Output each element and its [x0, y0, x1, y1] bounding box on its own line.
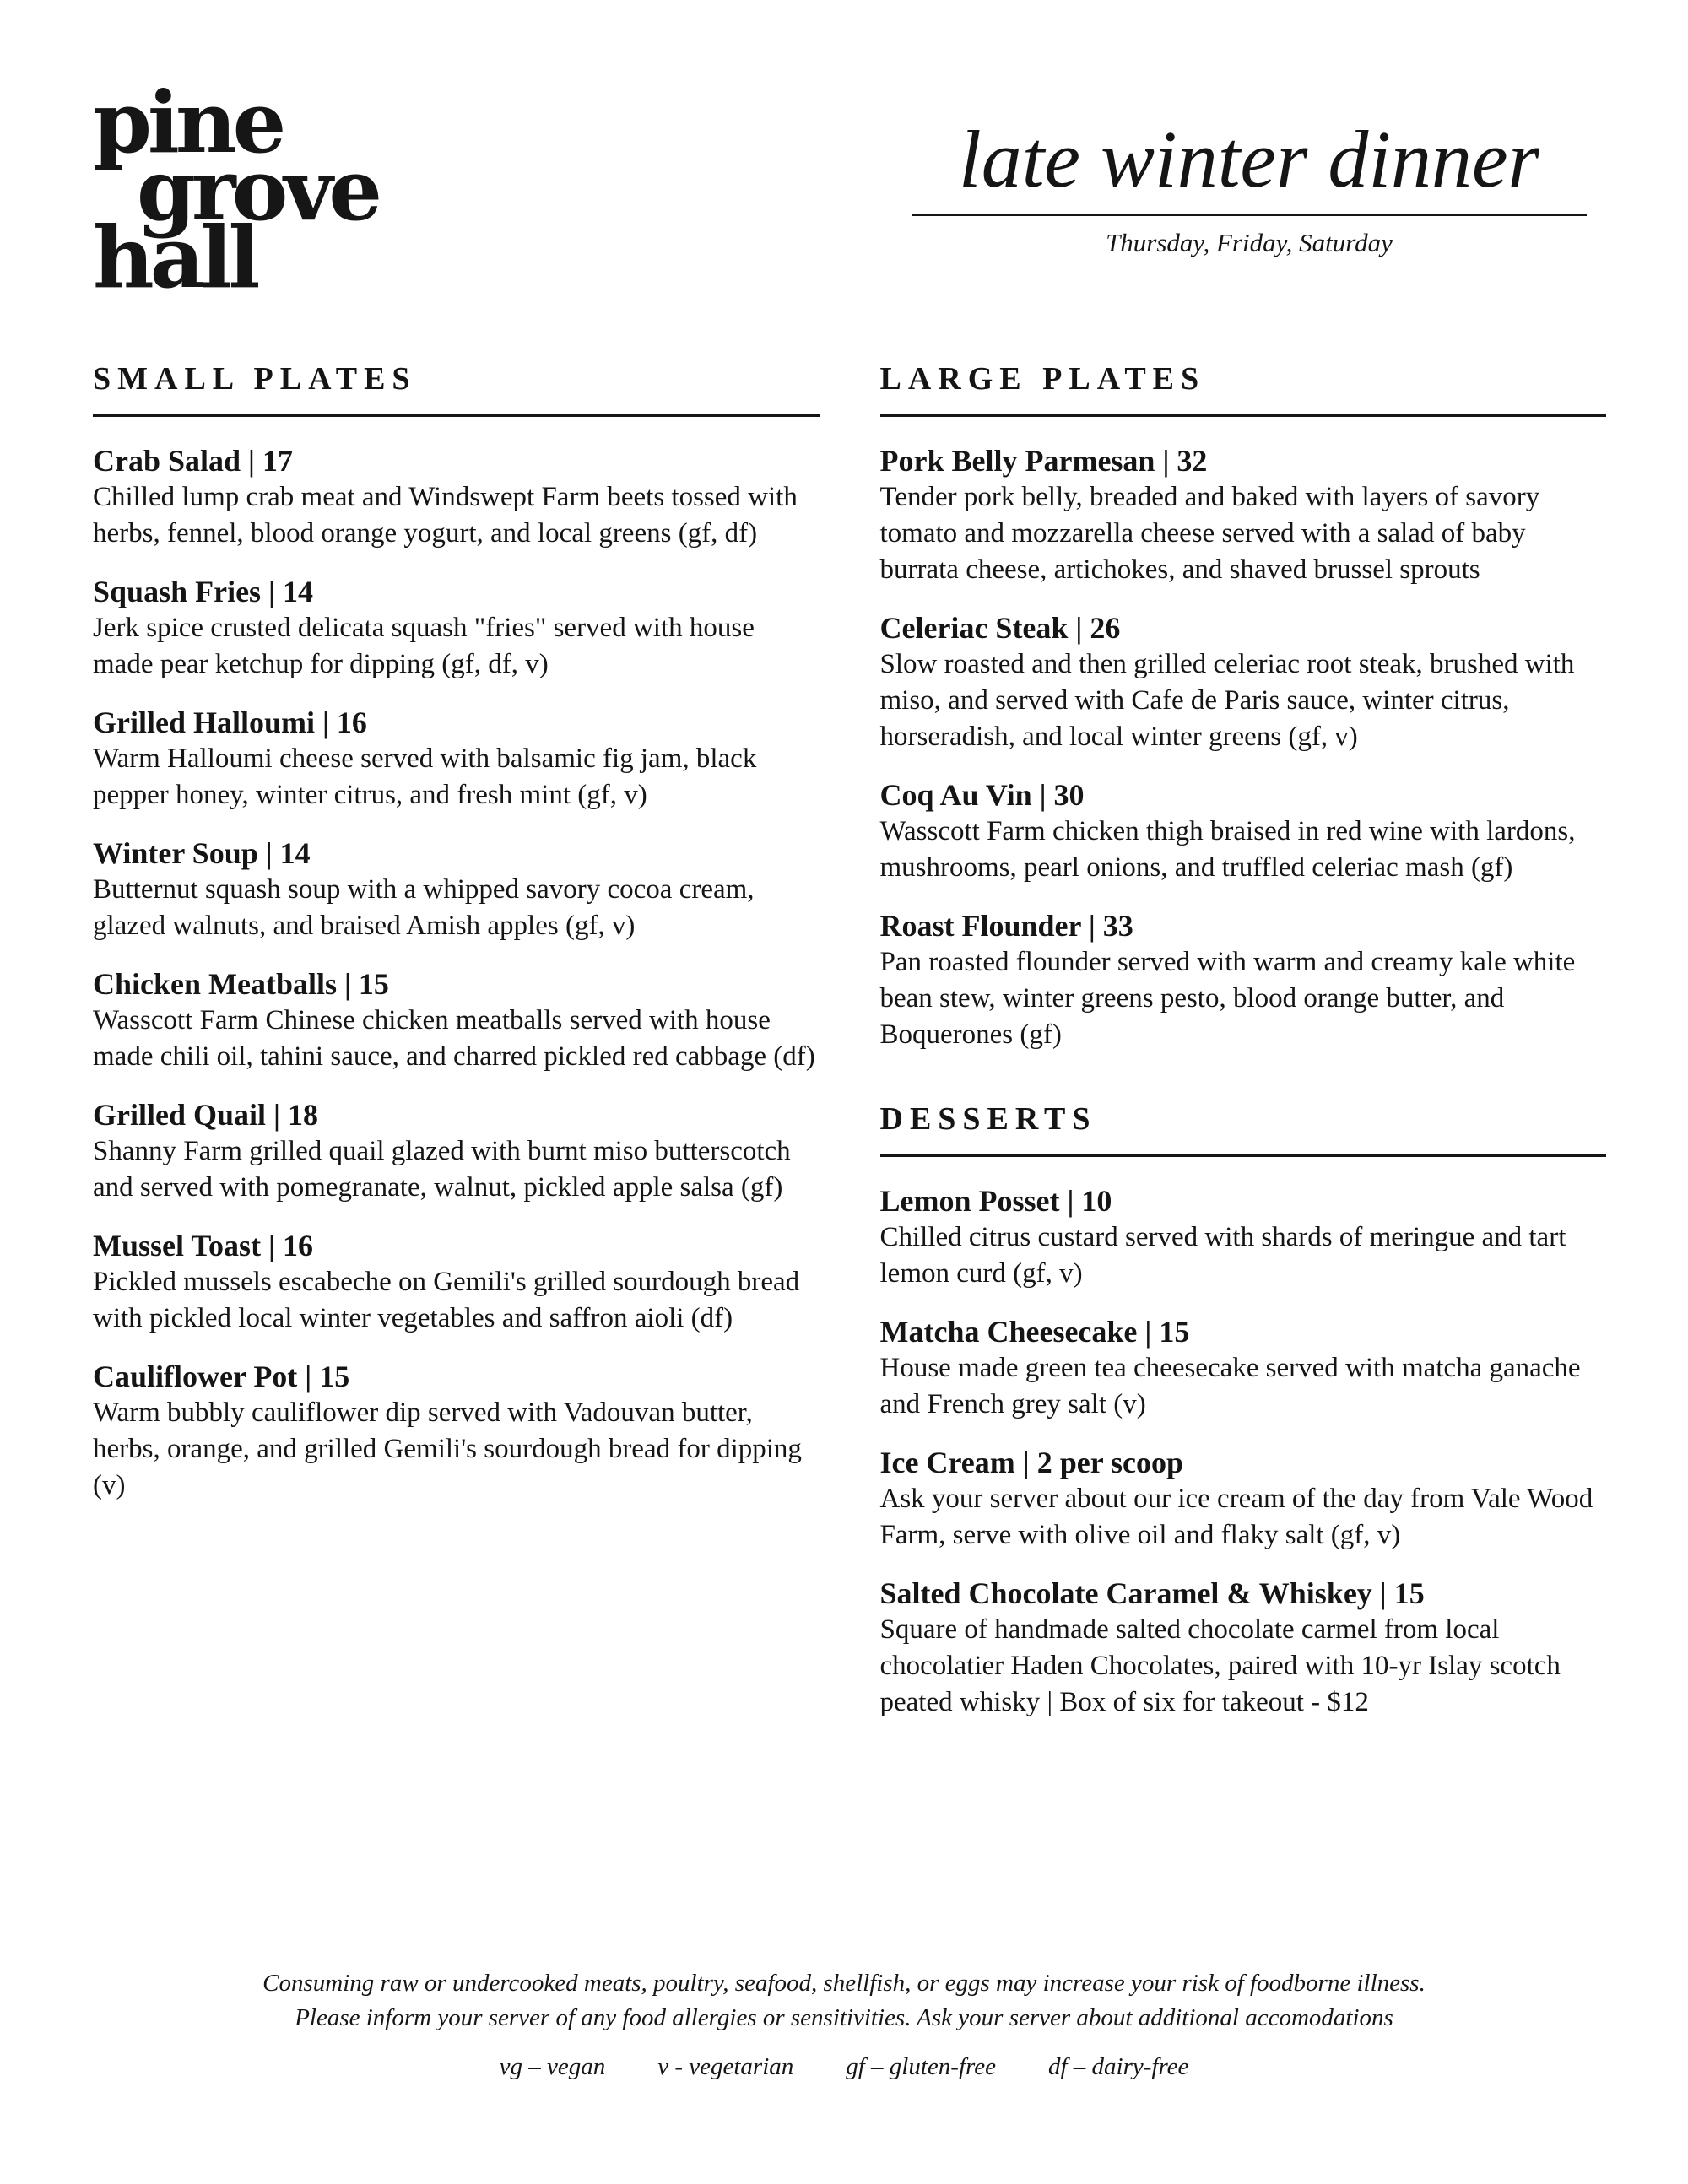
- dietary-legend: [0, 2050, 1688, 2084]
- section-desserts: [880, 1100, 1607, 1721]
- menu-item-mussel-toast: [93, 1229, 820, 1337]
- menu-item-name: Grilled Quail | 18: [93, 1098, 318, 1132]
- menu-item-name: Pork Belly Parmesan | 32: [879, 444, 1208, 478]
- menu-title: late winter dinner: [912, 119, 1587, 216]
- menu-item-name: Chicken Meatballs | 15: [93, 967, 389, 1001]
- section-small-plates: [93, 360, 820, 1504]
- menu-item-winter-soup: [93, 836, 820, 944]
- menu-item-pork-belly-parmesan: [880, 444, 1607, 588]
- menu-subtitle: Thursday, Friday, Saturday: [1106, 228, 1393, 257]
- menu-item-name: Lemon Posset | 10: [879, 1184, 1112, 1218]
- menu-item-description: Chilled lump crab meat and Windswept Farm beets tossed with herbs, fennel, blood orange yogurt, and local greens (gf, df): [93, 482, 798, 549]
- menu-item-description: Pickled mussels escabeche on Gemili's grilled sourdough bread with pickled local winter vegetables and saffron aioli (df): [93, 1267, 800, 1333]
- menu-item-crab-salad: [93, 444, 820, 552]
- menu-item-description: Jerk spice crusted delicata squash "fries" served with house made pear ketchup for dipping (gf, df, v): [93, 613, 755, 679]
- menu-columns: [0, 360, 1688, 1743]
- legend-dairy-free: df – dairy-free: [1047, 2053, 1189, 2080]
- disclaimer-line-1: Consuming raw or undercooked meats, poultry, seafood, shellfish, or eggs may increase your risk of foodborne illness.: [262, 1970, 1426, 1997]
- menu-item-celeriac-steak: [880, 611, 1607, 755]
- menu-item-name: Celeriac Steak | 26: [879, 611, 1121, 645]
- menu-item-description: Wasscott Farm Chinese chicken meatballs served with house made chili oil, tahini sauce, and charred pickled red cabbage (df): [93, 1005, 815, 1072]
- menu-item-name: Salted Chocolate Caramel & Whiskey | 15: [879, 1576, 1425, 1610]
- pine-grove-hall-logo: [93, 73, 379, 307]
- menu-item-name: Mussel Toast | 16: [93, 1229, 313, 1262]
- menu-item-chicken-meatballs: [93, 967, 820, 1075]
- disclaimer-line-2: Please inform your server of any food allergies or sensitivities. Ask your server about additional accomodations: [295, 2004, 1393, 2031]
- legend-vegan: vg – vegan: [499, 2053, 606, 2080]
- section-heading-desserts: DESSERTS: [880, 1100, 1607, 1157]
- menu-item-grilled-quail: [93, 1098, 820, 1206]
- left-column: [93, 360, 820, 1743]
- menu-item-name: Coq Au Vin | 30: [879, 778, 1085, 812]
- menu-item-description: Slow roasted and then grilled celeriac root steak, brushed with miso, and served with Cafe de Paris sauce, winter citrus, horseradish, and local winter greens (gf, v): [879, 649, 1575, 752]
- menu-item-name: Grilled Halloumi | 16: [93, 705, 367, 739]
- menu-item-description: Tender pork belly, breaded and baked with layers of savory tomato and mozzarella cheese served with a salad of baby burrata cheese, artichokes, and shaved brussel sprouts: [879, 482, 1540, 585]
- menu-item-grilled-halloumi: [93, 705, 820, 814]
- right-column: [880, 360, 1607, 1743]
- menu-item-squash-fries: [93, 575, 820, 683]
- menu-item-name: Roast Flounder | 33: [879, 909, 1133, 943]
- menu-item-roast-flounder: [880, 909, 1607, 1053]
- menu-item-description: Wasscott Farm chicken thigh braised in red wine with lardons, mushrooms, pearl onions, and truffled celeriac mash (gf): [879, 816, 1576, 883]
- menu-item-description: Warm bubbly cauliflower dip served with Vadouvan butter, herbs, orange, and grilled Gemili's sourdough bread for dipping (v): [93, 1397, 802, 1500]
- menu-item-name: Ice Cream | 2 per scoop: [879, 1446, 1184, 1479]
- menu-header: [0, 0, 1688, 307]
- menu-item-description: Square of handmade salted chocolate carmel from local chocolatier Haden Chocolates, paired with 10-yr Islay scotch peated whisky | Box of six for takeout - $12: [879, 1614, 1561, 1717]
- menu-item-lemon-posset: [880, 1184, 1607, 1292]
- menu-item-name: Winter Soup | 14: [93, 836, 311, 870]
- menu-item-cauliflower-pot: [93, 1360, 820, 1504]
- menu-footer: [0, 1966, 1688, 2184]
- menu-item-name: Crab Salad | 17: [93, 444, 293, 478]
- title-block: [912, 114, 1587, 258]
- menu-item-matcha-cheesecake: [880, 1315, 1607, 1423]
- section-heading-large-plates: LARGE PLATES: [880, 360, 1607, 417]
- menu-item-description: Warm Halloumi cheese served with balsamic fig jam, black pepper honey, winter citrus, and fresh mint (gf, v): [93, 743, 757, 810]
- menu-item-name: Cauliflower Pot | 15: [93, 1360, 350, 1393]
- legend-gluten-free: gf – gluten-free: [846, 2053, 996, 2080]
- menu-item-coq-au-vin: [880, 778, 1607, 886]
- logo-line-grove: grove: [137, 140, 379, 240]
- menu-item-description: Butternut squash soup with a whipped savory cocoa cream, glazed walnuts, and braised Amish apples (gf, v): [93, 874, 755, 941]
- menu-item-salted-chocolate-caramel-whiskey: [880, 1576, 1607, 1721]
- menu-item-description: Pan roasted flounder served with warm and creamy kale white bean stew, winter greens pesto, blood orange butter, and Boquerones (gf): [879, 947, 1576, 1050]
- menu-item-description: House made green tea cheesecake served with matcha ganache and French grey salt (v): [879, 1353, 1581, 1419]
- menu-item-name: Matcha Cheesecake | 15: [879, 1315, 1190, 1349]
- menu-item-ice-cream: [880, 1446, 1607, 1554]
- section-large-plates: [880, 360, 1607, 1053]
- logo-line-hall: hall: [93, 208, 257, 307]
- logo-line-pine: pine: [93, 73, 283, 172]
- legend-vegetarian: v - vegetarian: [657, 2053, 794, 2080]
- menu-item-description: Chilled citrus custard served with shards of meringue and tart lemon curd (gf, v): [879, 1222, 1566, 1289]
- menu-item-description: Shanny Farm grilled quail glazed with burnt miso butterscotch and served with pomegranate, walnut, pickled apple salsa (gf): [93, 1136, 791, 1203]
- section-heading-small-plates: SMALL PLATES: [93, 360, 820, 417]
- menu-item-name: Squash Fries | 14: [93, 575, 313, 608]
- menu-item-description: Ask your server about our ice cream of the day from Vale Wood Farm, serve with olive oil and flaky salt (gf, v): [879, 1484, 1593, 1550]
